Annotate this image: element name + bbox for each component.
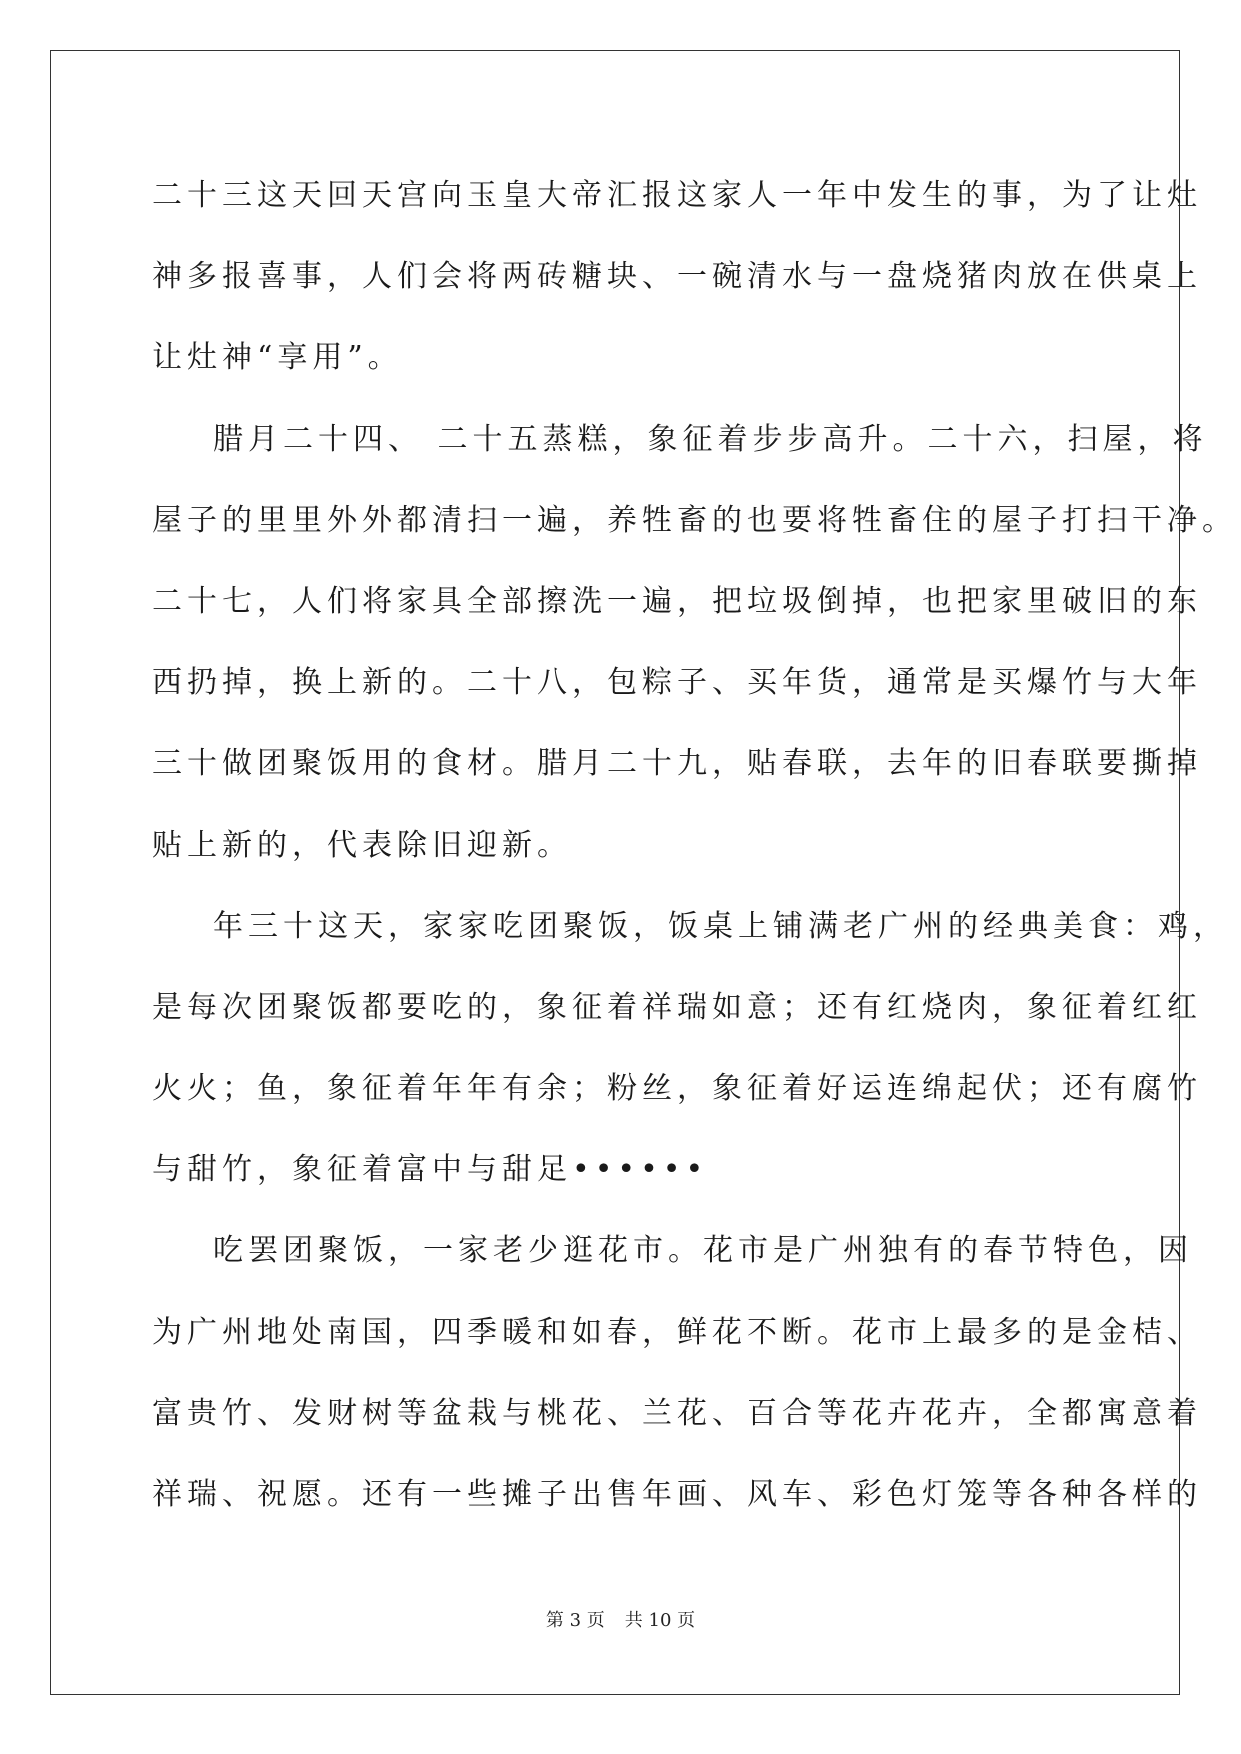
text-line: 二十三这天回天宫向玉皇大帝汇报这家人一年中发生的事，为了让灶 <box>152 178 1202 213</box>
document-body <box>152 155 1237 1535</box>
text-line: 是每次团聚饭都要吃的，象征着祥瑞如意；还有红烧肉，象征着红红 <box>152 989 1202 1025</box>
text-line: 为广州地处南国，四季暖和如春，鲜花不断。花市上最多的是金桔、 <box>152 1314 1202 1350</box>
text-line: 二十七，人们将家具全部擦洗一遍，把垃圾倒掉，也把家里破旧的东 <box>152 583 1202 619</box>
paragraph-start-line: 年三十这天，家家吃团聚饭，饭桌上铺满老广州的经典美食：鸡， <box>213 908 1228 944</box>
text-line: 与甜竹，象征着富中与甜足•••••• <box>152 1152 709 1188</box>
text-line: 贴上新的，代表除旧迎新。 <box>152 827 572 863</box>
text-line: 屋子的里里外外都清扫一遍，养牲畜的也要将牲畜住的屋子打扫干净。 <box>152 502 1237 538</box>
text-line: 让灶神“享用”。 <box>152 340 403 376</box>
text-line: 富贵竹、发财树等盆栽与桃花、兰花、百合等花卉花卉，全都寓意着 <box>152 1395 1202 1431</box>
total-pages: 共 10 页 <box>624 1610 696 1631</box>
text-line: 三十做团聚饭用的食材。腊月二十九，贴春联，去年的旧春联要撕掉 <box>152 746 1202 782</box>
text-line: 神多报喜事，人们会将两砖糖块、一碗清水与一盘烧猪肉放在供桌上 <box>152 259 1202 295</box>
paragraph-start-line: 腊月二十四、 二十五蒸糕，象征着步步高升。二十六，扫屋，将 <box>213 421 1208 457</box>
text-line: 祥瑞、祝愿。还有一些摊子出售年画、风车、彩色灯笼等各种各样的 <box>152 1477 1202 1512</box>
paragraph-start-line: 吃罢团聚饭，一家老少逛花市。花市是广州独有的春节特色，因 <box>213 1233 1193 1269</box>
page-footer <box>0 1606 1241 1632</box>
text-line: 火火；鱼，象征着年年有余；粉丝，象征着好运连绵起伏；还有腐竹 <box>152 1071 1202 1107</box>
text-line: 西扔掉，换上新的。二十八，包粽子、买年货，通常是买爆竹与大年 <box>152 665 1202 701</box>
page-number: 第 3 页 <box>545 1610 605 1631</box>
